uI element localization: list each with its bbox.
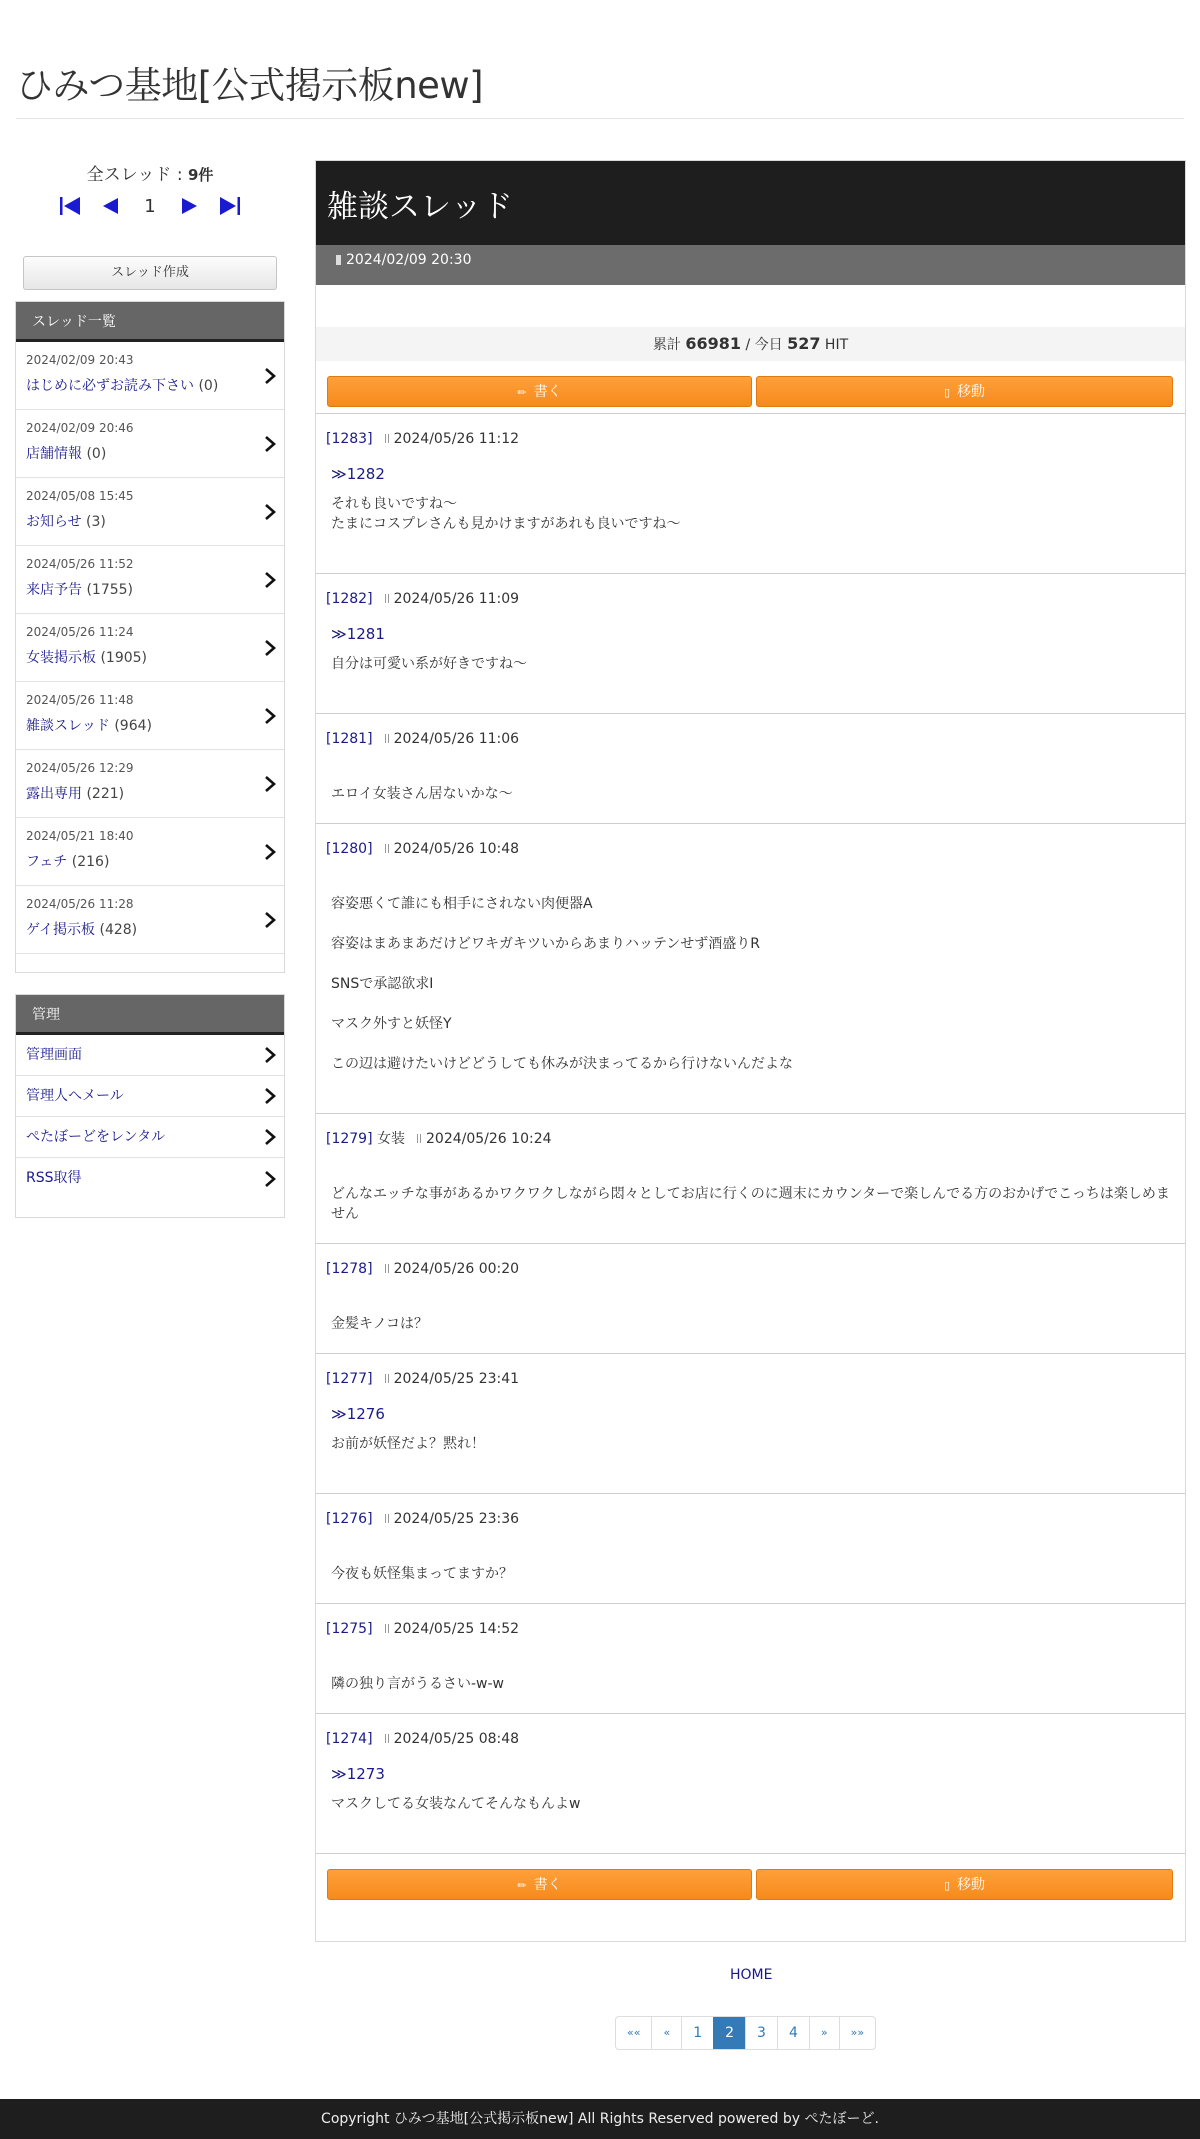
post-number[interactable]: [1276] (326, 1511, 373, 1527)
thread-pager (15, 190, 285, 222)
chevron-right-icon (264, 1171, 276, 1187)
post-text-line: 自分は可愛い系が好きですね〜 (331, 656, 527, 672)
post-date: 2024/05/25 23:41 (393, 1371, 520, 1387)
thread-item-link[interactable]: はじめに必ずお読み下さい (26, 378, 194, 394)
site-title: ひみつ基地[公式掲示板new] (16, 64, 484, 107)
thread-list-item[interactable] (16, 614, 284, 682)
thread-item-count: (0) (198, 378, 219, 394)
post-text-line: せん (331, 1206, 373, 1222)
pagination-page-link[interactable]: »» (839, 2017, 875, 2049)
chevron-right-icon (264, 1129, 276, 1145)
thread-created-date: 2024/02/09 20:30 (346, 252, 472, 268)
post-header (326, 1714, 1175, 1764)
post-number[interactable]: [1277] (326, 1371, 373, 1387)
create-thread-button[interactable]: スレッド作成 (23, 256, 277, 290)
hit-total-label: 累計 (652, 337, 681, 353)
post (316, 1244, 1185, 1354)
clock-icon (385, 594, 389, 603)
post-header (326, 1604, 1175, 1654)
thread-count (15, 160, 285, 190)
post (316, 1114, 1185, 1244)
clock-icon (385, 434, 389, 443)
post-text-line: この辺は避けたいけどどうしても休みが決まってるから行けないんだよな (331, 1056, 793, 1072)
post-header (326, 1244, 1175, 1294)
post-number[interactable]: [1275] (326, 1621, 373, 1637)
clock-icon (385, 1514, 389, 1523)
pagination-page-link[interactable]: «« (627, 2026, 641, 2039)
move-icon: ▯ (943, 386, 951, 399)
post-date: 2024/05/25 08:48 (393, 1731, 520, 1747)
pagination-page-link[interactable]: 4 (777, 2017, 809, 2049)
thread-list-title: スレッド一覧 (16, 302, 284, 342)
post-text-line: お前が妖怪だよ？黙れ！ (331, 1436, 485, 1452)
thread-item-count: (1905) (100, 650, 148, 666)
thread-list-item[interactable] (16, 682, 284, 750)
clock-icon (336, 255, 341, 265)
post-text-line (331, 954, 1175, 974)
chevron-right-icon (264, 1088, 276, 1104)
thread-title: 雑談スレッド (316, 161, 1185, 245)
thread-item-link[interactable]: フェチ (26, 854, 68, 870)
post-body (326, 624, 1175, 674)
pagination-page-link[interactable]: 1 (681, 2017, 713, 2049)
chevron-right-icon (264, 504, 276, 520)
hit-unit: HIT (824, 337, 849, 353)
clock-icon (385, 1374, 389, 1383)
pagination (615, 2016, 876, 2050)
admin-link[interactable]: 管理画面 (26, 1047, 82, 1063)
thread-list-item[interactable] (16, 342, 284, 410)
post-header (326, 574, 1175, 624)
thread-list-item[interactable] (16, 478, 284, 546)
next-page-icon[interactable] (170, 190, 210, 222)
admin-link[interactable]: RSS取得 (26, 1170, 82, 1186)
move-icon: ▯ (943, 1879, 951, 1892)
post-text-line (331, 1034, 1175, 1054)
title-divider (16, 118, 1184, 119)
post-body (326, 764, 1175, 804)
thread-list-item[interactable] (16, 410, 284, 478)
sidebar (15, 160, 285, 1218)
pagination-page-link[interactable]: » (809, 2017, 839, 2049)
reply-anchor-link[interactable]: ≫1276 (331, 1405, 385, 1423)
thread-item-date: 2024/05/26 11:24 (26, 625, 134, 639)
post-text-line: SNSで承認欲求I (331, 976, 434, 992)
thread-item-count: (1755) (86, 582, 134, 598)
post-text-line: マスクしてる女装なんてそんなもんよw (331, 1796, 581, 1812)
post-text-line: 容姿悪くて誰にも相手にされない肉便器A (331, 896, 593, 912)
post-text-line: たまにコスプレさんも見かけますがあれも良いですね〜 (331, 516, 681, 532)
write-button-bottom[interactable] (327, 1869, 752, 1900)
pagination-current-page[interactable]: 2 (713, 2017, 745, 2049)
thread-item-count: (964) (114, 718, 152, 734)
admin-link-list (16, 1035, 284, 1199)
last-page-icon[interactable] (210, 190, 250, 222)
post-body (326, 1294, 1175, 1334)
post-date: 2024/05/26 10:48 (393, 841, 520, 857)
chevron-right-icon (264, 912, 276, 928)
admin-link-item[interactable] (16, 1076, 284, 1117)
thread-list-item[interactable] (16, 750, 284, 818)
post-text-line: 容姿はまあまあだけどワキガキツいからあまりハッテンせず酒盛りR (331, 936, 761, 952)
post-date: 2024/05/25 23:36 (393, 1511, 520, 1527)
thread-item-date: 2024/02/09 20:46 (26, 421, 134, 435)
thread-list-panel (15, 301, 285, 973)
post-body (326, 1544, 1175, 1584)
post-date: 2024/05/26 00:20 (393, 1261, 520, 1277)
clock-icon (417, 1134, 421, 1143)
chevron-right-icon (264, 572, 276, 588)
pagination-page-link[interactable]: « (651, 2017, 681, 2049)
post-header (326, 824, 1175, 874)
thread-item-count: (216) (71, 854, 110, 870)
chevron-right-icon (264, 776, 276, 792)
thread-list-item[interactable] (16, 818, 284, 886)
clock-icon (385, 844, 389, 853)
admin-link-item[interactable] (16, 1035, 284, 1076)
hit-separator: / (745, 337, 751, 353)
thread-item-link[interactable]: 来店予告 (26, 582, 82, 598)
thread-item-link[interactable]: 露出専用 (26, 786, 82, 802)
post-text-line: エロイ女装さん居ないかな〜 (331, 786, 513, 802)
move-button-label: 移動 (957, 1877, 986, 1893)
post (316, 1714, 1185, 1854)
thread-item-date: 2024/05/26 11:52 (26, 557, 134, 571)
post-body (326, 464, 1175, 534)
post-date: 2024/05/26 11:09 (393, 591, 520, 607)
hit-total-value: 66981 (685, 334, 741, 353)
post-number[interactable]: [1278] (326, 1261, 373, 1277)
post-text-line (331, 994, 1175, 1014)
post-body (326, 1764, 1175, 1814)
post-body (326, 1404, 1175, 1454)
post (316, 824, 1185, 1114)
chevron-right-icon (264, 844, 276, 860)
thread-list-item[interactable] (16, 886, 284, 954)
pager-current-page: 1 (144, 195, 156, 217)
post-text-line: 隣の独り言がうるさい-w-w (331, 1676, 505, 1692)
post (316, 1494, 1185, 1604)
post-number[interactable]: [1283] (326, 431, 373, 447)
thread-item-count: (0) (86, 446, 107, 462)
thread-count-value: 9件 (187, 166, 214, 184)
move-button-bottom[interactable] (756, 1869, 1173, 1900)
thread-list (16, 342, 284, 954)
admin-link[interactable]: ぺたぼーどをレンタル (26, 1129, 166, 1145)
thread-item-date: 2024/05/26 11:28 (26, 897, 134, 911)
post-body (326, 874, 1175, 1074)
post (316, 714, 1185, 824)
write-button-label: 書く (533, 1877, 562, 1893)
reply-anchor-link[interactable]: ≫1282 (331, 465, 385, 483)
thread-item-date: 2024/02/09 20:43 (26, 353, 134, 367)
clock-icon (385, 1624, 389, 1633)
post (316, 1354, 1185, 1494)
prev-page-icon[interactable] (90, 190, 130, 222)
write-button-label: 書く (533, 384, 562, 400)
thread-item-link[interactable]: ゲイ掲示板 (26, 922, 96, 938)
admin-link-item[interactable] (16, 1117, 284, 1158)
post (316, 414, 1185, 574)
thread-item-link[interactable]: 雑談スレッド (26, 718, 110, 734)
post-date: 2024/05/26 11:12 (393, 431, 520, 447)
thread-item-count: (221) (86, 786, 125, 802)
admin-link-item[interactable] (16, 1158, 284, 1199)
hit-counter (316, 327, 1185, 361)
post-number[interactable]: [1282] (326, 591, 373, 607)
first-page-icon[interactable] (50, 190, 90, 222)
thread-item-count: (428) (99, 922, 138, 938)
thread-count-label: 全スレッド : (86, 165, 188, 185)
post-text-line: どんなエッチな事があるかワクワクしながら悶々としてお店に行くのに週末にカウンターで楽しんでる方のおかげでこっちは楽しめま (331, 1186, 1170, 1202)
post (316, 574, 1185, 714)
chevron-right-icon (264, 436, 276, 452)
pagination-page-link[interactable]: 3 (745, 2017, 777, 2049)
bottom-action-row (316, 1854, 1185, 1907)
post-header (326, 1494, 1175, 1544)
thread-item-date: 2024/05/26 12:29 (26, 761, 134, 775)
admin-link[interactable]: 管理人へメール (26, 1088, 124, 1104)
post-number[interactable]: [1279] (326, 1131, 373, 1147)
thread-item-count: (3) (86, 514, 106, 530)
move-button-label: 移動 (957, 384, 986, 400)
post-number[interactable]: [1281] (326, 731, 373, 747)
post-date: 2024/05/26 10:24 (426, 1131, 552, 1147)
home-link[interactable]: HOME (730, 1967, 773, 1983)
post-date: 2024/05/26 11:06 (393, 731, 520, 747)
chevron-right-icon (264, 640, 276, 656)
chevron-right-icon (264, 1047, 276, 1063)
clock-icon (385, 734, 389, 743)
hit-today-label: 今日 (754, 337, 783, 353)
top-action-row (316, 361, 1185, 414)
post-header (326, 1354, 1175, 1404)
post-date: 2024/05/25 14:52 (393, 1621, 520, 1637)
post-header (326, 414, 1175, 464)
post-body (326, 1164, 1175, 1224)
admin-panel (15, 994, 285, 1218)
post-text-line: マスク外すと妖怪Y (331, 1016, 452, 1032)
post-author: 女装 (377, 1131, 406, 1147)
clock-icon (385, 1264, 389, 1273)
post (316, 1604, 1185, 1714)
post-header (326, 1114, 1175, 1164)
clock-icon (385, 1734, 389, 1743)
post-number[interactable]: [1274] (326, 1731, 373, 1747)
thread-item-link[interactable]: 店舗情報 (26, 446, 82, 462)
thread-item-date: 2024/05/21 18:40 (26, 829, 134, 843)
hit-today-value: 527 (787, 334, 821, 353)
post-header (326, 714, 1175, 764)
thread-item-link[interactable]: お知らせ (26, 514, 82, 530)
move-button-top[interactable] (756, 376, 1173, 407)
thread-created-bar (316, 245, 1185, 285)
post-body (326, 1654, 1175, 1694)
post-list (316, 414, 1185, 1854)
thread-item-date: 2024/05/26 11:48 (26, 693, 134, 707)
thread-list-item[interactable] (16, 546, 284, 614)
thread-view (315, 160, 1186, 1942)
reply-anchor-link[interactable]: ≫1281 (331, 625, 385, 643)
pencil-icon: ✏ (517, 386, 527, 399)
reply-anchor-link[interactable]: ≫1273 (331, 1765, 385, 1783)
thread-item-date: 2024/05/08 15:45 (26, 489, 134, 503)
chevron-right-icon (264, 708, 276, 724)
post-text-line: 今夜も妖怪集まってますか？ (331, 1566, 513, 1582)
post-text-line: それも良いですね〜 (331, 496, 457, 512)
thread-item-link[interactable]: 女装掲示板 (26, 650, 96, 666)
post-number[interactable]: [1280] (326, 841, 373, 857)
post-text-line (331, 914, 1175, 934)
footer-copyright: Copyright ひみつ基地[公式掲示板new] All Rights Reserved powered by ぺたぼーど. (0, 2099, 1200, 2139)
admin-panel-title: 管理 (16, 995, 284, 1035)
post-text-line: 金髪キノコは？ (331, 1316, 429, 1332)
write-button-top[interactable] (327, 376, 752, 407)
pencil-icon: ✏ (517, 1879, 527, 1892)
chevron-right-icon (264, 368, 276, 384)
